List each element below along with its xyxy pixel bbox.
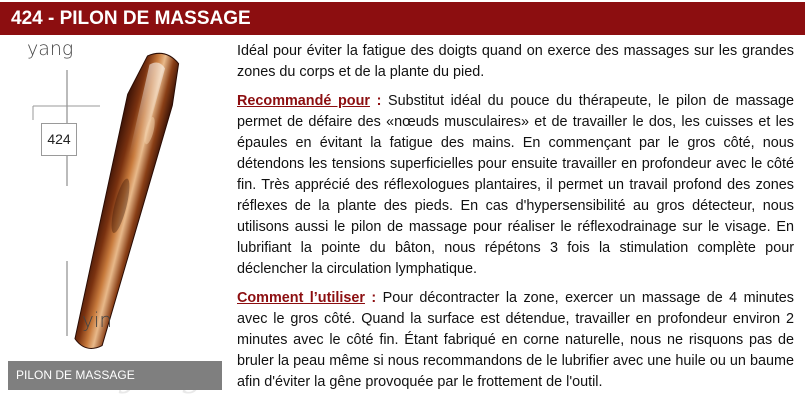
intro-paragraph: Idéal pour éviter la fatigue des doigts quand on exerce des massages sur les grandes zones du corps et de la plante du pied.: [237, 43, 794, 80]
massage-pestle-image: [0, 36, 222, 403]
recommended-text: Substitut idéal du pouce du thérapeute, le pilon de massage permet de défaire des «nœuds musculaires» et de travailler le dos, les cuisses et les épaules en évitant la fatigue des mains. En commençant par le gros côté, nous détendons les tensions superficielles pour ensuite travailler en profondeur avec le côté fin. Très apprécié des réflexologues plantaires, il permet un travail profond des zones réflexes de la plante des pieds. En cas d'hypersensibilité au gros détecteur, nous utilisons aussi le pilon de massage pour réaliser le réflexodrainage sur le visage. En lubrifiant la pointe du bâton, nous répétons 3 fois la stimulation complète pour déclencher la circulation lymphatique.: [237, 93, 794, 277]
usage-heading: Comment l’utiliser: [237, 290, 365, 306]
usage-text: Pour décontracter la zone, exercer un massage de 4 minutes avec le gros côté. Quand la surface est détendue, travailler en profondeur environ 2 minutes avec le côté fin. Étant fabriqué en corne naturelle, nous ne risquons pas de bruler la peau même si nous recommandons de le lubrifier avec une huile ou un baume afin d'éviter la gêne provoquée par le frottement de l'outil.: [237, 290, 794, 390]
page-title: 424 - PILON DE MASSAGE: [0, 2, 805, 35]
yang-label: yang: [27, 38, 74, 60]
yin-label: yin: [82, 308, 113, 332]
image-caption: PILON DE MASSAGE: [8, 361, 222, 390]
recommended-heading: Recommandé pour: [237, 93, 370, 109]
product-figure: [0, 36, 222, 403]
recommended-separator: :: [369, 93, 388, 109]
product-code-box: 424: [41, 123, 77, 156]
description: [237, 41, 794, 401]
recommended-paragraph: [237, 91, 794, 280]
usage-separator: :: [364, 290, 383, 306]
usage-paragraph: [237, 288, 794, 393]
